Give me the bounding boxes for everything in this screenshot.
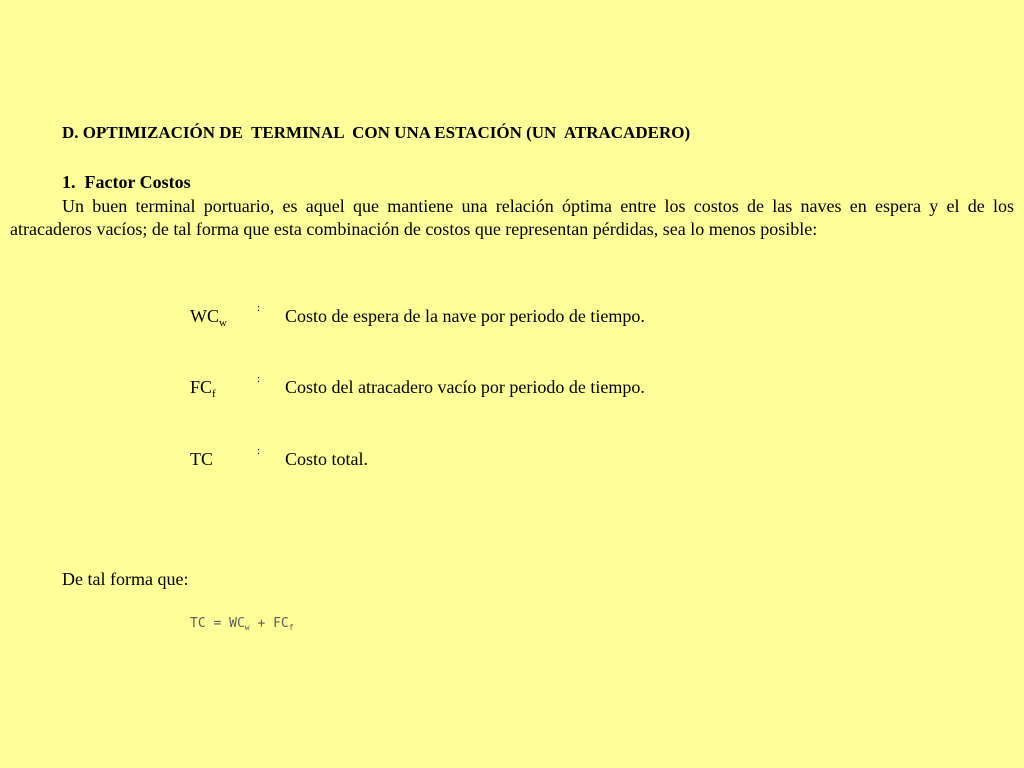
- total-cost-formula: TC = $WC_w + FC_f$: [190, 616, 294, 632]
- section-heading: D. OPTIMIZACIÓN DE TERMINAL CON UNA ESTACIÓN (UN ATRACADERO): [62, 123, 691, 142]
- lead-text: De tal forma que:: [62, 569, 189, 589]
- definition-symbol: $WC_w$: [190, 306, 227, 329]
- definition-fcf: [190, 373, 790, 403]
- definition-symbol: $FC_f$: [190, 377, 216, 400]
- definition-colon: :: [257, 302, 261, 314]
- definition-symbol: TC: [190, 449, 214, 469]
- definition-tc: [190, 445, 790, 475]
- definition-colon: :: [257, 445, 261, 457]
- definition-description: Costo total.: [285, 449, 369, 469]
- definition-wcw: [190, 302, 790, 332]
- subsection-heading: 1. Factor Costos: [62, 172, 191, 192]
- definition-description: Costo de espera de la nave por periodo de tiempo.: [285, 306, 645, 326]
- definition-description: Costo del atracadero vacío por periodo de tiempo.: [285, 377, 645, 397]
- intro-paragraph: Un buen terminal portuario, es aquel que mantiene una relación óptima entre los costos de las naves en espera y el de los atracaderos vacíos; de tal forma que esta combinación de costos que representan pérdidas, sea lo menos posible:: [10, 196, 1014, 239]
- definition-colon: :: [257, 373, 261, 385]
